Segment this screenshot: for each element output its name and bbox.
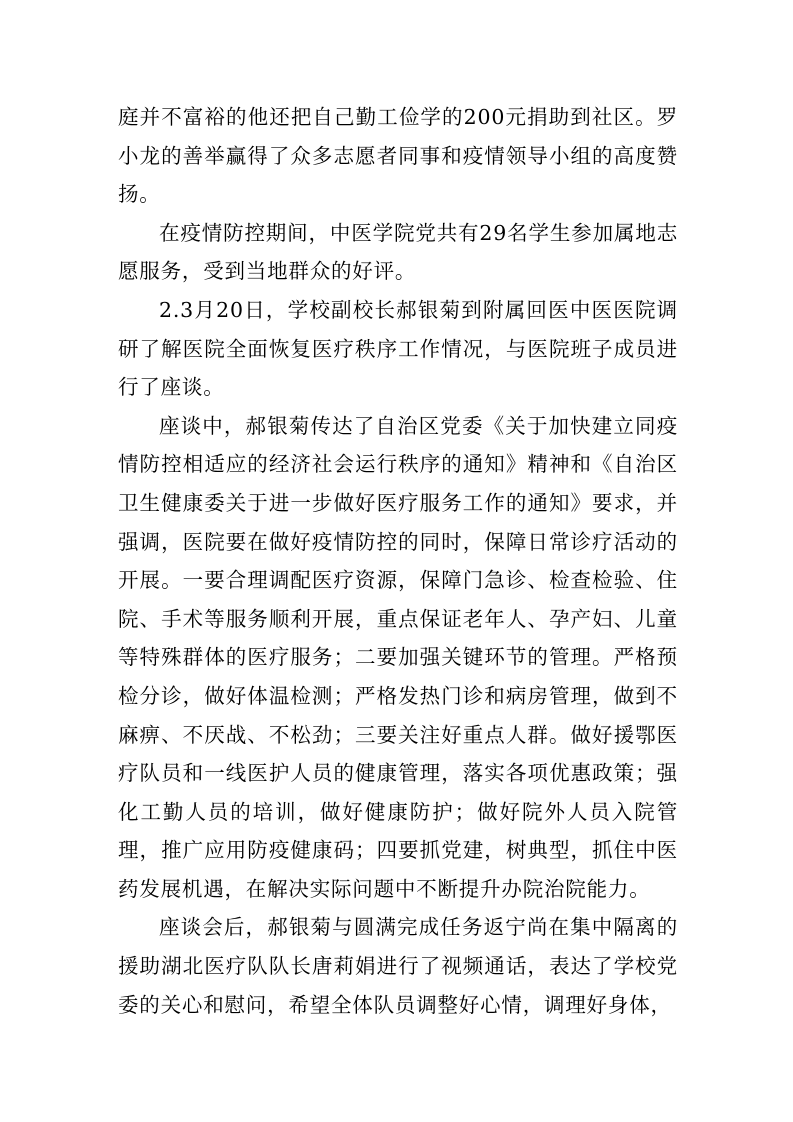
document-body <box>118 98 678 1024</box>
paragraph-meeting-remarks: 座谈中，郝银菊传达了自治区党委《关于加快建立同疫情防控相适应的经济社会运行秩序的通知》精神和《自治区卫生健康委关于进一步做好医疗服务工作的通知》要求，并强调，医院要在做好疫情防控的同时，保障日常诊疗活动的开展。一要合理调配医疗资源，保障门急诊、检查检验、住院、手术等服务顺利开展，重点保证老年人、孕产妇、儿童等特殊群体的医疗服务；二要加强关键环节的管理。严格预检分诊，做好体温检测；严格发热门诊和病房管理，做到不麻痹、不厌战、不松劲；三要关注好重点人群。做好援鄂医疗队员和一线医护人员的健康管理，落实各项优惠政策；强化工勤人员的培训，做好健康防护；做好院外人员入院管理，推广应用防疫健康码；四要抓党建，树典型，抓住中医药发展机遇，在解决实际问题中不断提升办院治院能力。 <box>118 413 678 901</box>
paragraph-continuation: 庭并不富裕的他还把自己勤工俭学的200元捐助到社区。罗小龙的善举赢得了众多志愿者同事和疫情领导小组的高度赞扬。 <box>118 105 678 207</box>
paragraph-video-call: 座谈会后，郝银菊与圆满完成任务返宁尚在集中隔离的援助湖北医疗队队长唐莉娟进行了视频通话，表达了学校党委的关心和慰问，希望全体队员调整好心情，调理好身体， <box>118 915 678 1017</box>
paragraph-hospital-visit: 2.3月20日，学校副校长郝银菊到附属回医中医医院调研了解医院全面恢复医疗秩序工作情况，与医院班子成员进行了座谈。 <box>118 297 678 400</box>
paragraph-volunteer-summary: 在疫情防控期间，中医学院党共有29名学生参加属地志愿服务，受到当地群众的好评。 <box>118 220 678 284</box>
